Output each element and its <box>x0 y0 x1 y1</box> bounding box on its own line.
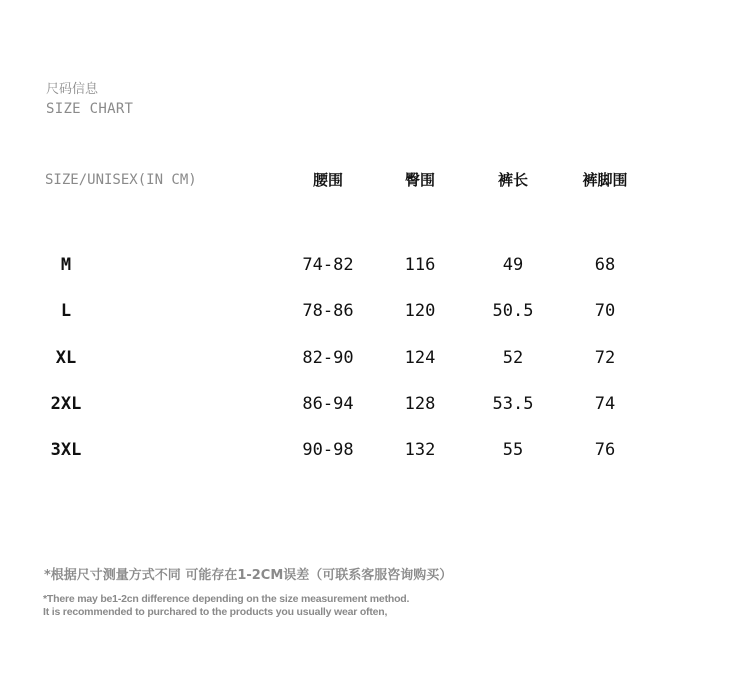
leg-opening-cell: 74 <box>594 394 616 414</box>
leg-opening-cell: 68 <box>594 255 616 275</box>
waist-cell: 90-98 <box>302 440 354 460</box>
length-cell: 55 <box>502 440 524 460</box>
size-cell: 3XL <box>50 440 82 460</box>
measurement-note-chinese: *根据尺寸测量方式不同 可能存在1-2CM误差（可联系客服咨询购买） <box>44 568 453 583</box>
hip-cell: 132 <box>404 440 436 460</box>
leg-opening-cell: 76 <box>594 440 616 460</box>
length-cell: 49 <box>502 255 524 275</box>
column-header-length: 裤长 <box>497 171 528 189</box>
table-row <box>0 253 750 277</box>
size-cell: L <box>60 301 72 321</box>
title-english: SIZE CHART <box>46 101 134 117</box>
waist-cell: 86-94 <box>302 394 354 414</box>
title-chinese: 尺码信息 <box>46 82 99 97</box>
table-row <box>0 299 750 323</box>
measurement-note-english <box>43 593 409 619</box>
size-cell: 2XL <box>50 394 82 414</box>
length-cell: 50.5 <box>492 301 534 321</box>
size-chart-header <box>46 81 133 119</box>
note-english-line-2: It is recommended to purchared to the products you usually wear often, <box>43 606 388 618</box>
leg-opening-cell: 72 <box>594 348 616 368</box>
length-cell: 52 <box>502 348 524 368</box>
leg-opening-cell: 70 <box>594 301 616 321</box>
column-header-leg-opening: 裤脚围 <box>582 171 628 189</box>
waist-cell: 78-86 <box>302 301 354 321</box>
table-row <box>0 438 750 462</box>
column-header-hip: 臀围 <box>404 171 435 189</box>
hip-cell: 116 <box>404 255 436 275</box>
size-cell: M <box>60 255 72 275</box>
length-cell: 53.5 <box>492 394 534 414</box>
size-unit-label: SIZE/UNISEX(IN CM) <box>45 172 197 188</box>
hip-cell: 128 <box>404 394 436 414</box>
hip-cell: 124 <box>404 348 436 368</box>
table-header-row <box>0 169 750 191</box>
waist-cell: 82-90 <box>302 348 354 368</box>
waist-cell: 74-82 <box>302 255 354 275</box>
size-cell: XL <box>55 348 77 368</box>
column-header-waist: 腰围 <box>312 171 343 189</box>
table-row <box>0 392 750 416</box>
note-english-line-1: *There may be1-2cn difference depending on the size measurement method. <box>43 593 410 605</box>
hip-cell: 120 <box>404 301 436 321</box>
table-row <box>0 346 750 370</box>
